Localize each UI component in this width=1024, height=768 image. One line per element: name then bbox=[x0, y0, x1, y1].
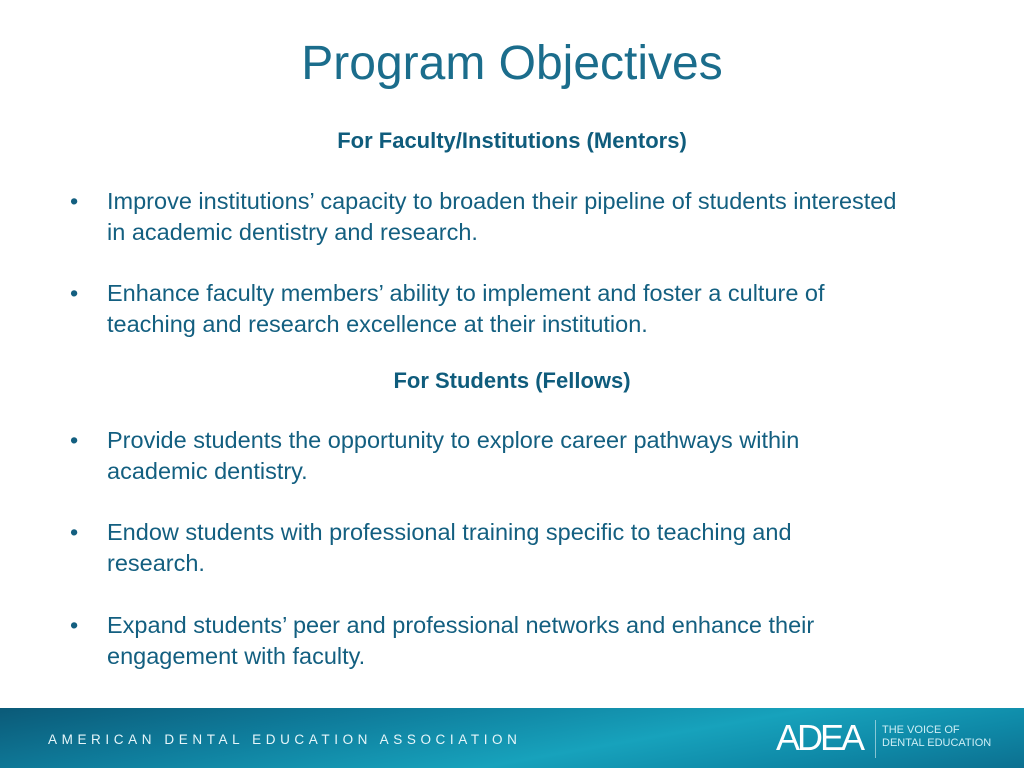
adea-logo: ADEA bbox=[776, 717, 863, 758]
section-heading-mentors: For Faculty/Institutions (Mentors) bbox=[337, 128, 687, 153]
bullet-item: • Improve institutions’ capacity to broaden their pipeline of students interested in academic dentistry and research. bbox=[70, 188, 897, 245]
bullet-item: • Expand students’ peer and professional networks and enhance their engagement with faculty. bbox=[70, 612, 815, 669]
logo-tagline: THE VOICE OF DENTAL EDUCATION bbox=[882, 724, 992, 749]
bullet-icon: • bbox=[70, 188, 79, 214]
bullet-item: • Enhance faculty members’ ability to implement and foster a culture of teaching and research excellence at their institution. bbox=[70, 280, 825, 337]
footer-banner bbox=[0, 708, 1024, 768]
bullet-item: • Provide students the opportunity to explore career pathways within academic dentistry. bbox=[70, 427, 800, 484]
section-heading-students: For Students (Fellows) bbox=[393, 368, 631, 393]
logo-divider bbox=[875, 720, 876, 758]
bullet-icon: • bbox=[70, 519, 79, 545]
bullet-icon: • bbox=[70, 427, 79, 453]
bullet-icon: • bbox=[70, 612, 79, 638]
bullet-item: • Endow students with professional training specific to teaching and research. bbox=[70, 519, 792, 576]
bullet-icon: • bbox=[70, 280, 79, 306]
slide-title: Program Objectives bbox=[301, 37, 723, 90]
association-name: AMERICAN DENTAL EDUCATION ASSOCIATION bbox=[48, 732, 522, 747]
